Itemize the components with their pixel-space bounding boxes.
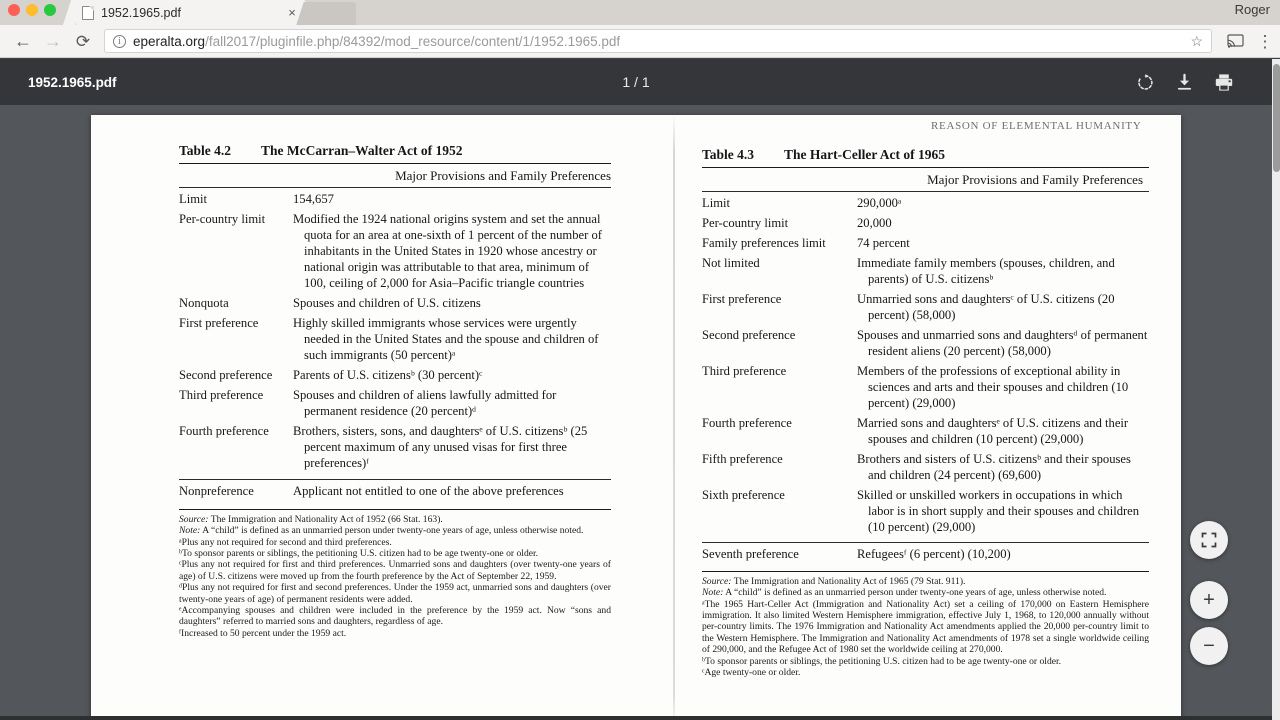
pdf-page (91, 115, 1181, 720)
pdf-filename: 1952.1965.pdf (28, 74, 117, 90)
bookmark-star-icon[interactable]: ☆ (1190, 32, 1203, 49)
table-row (702, 543, 1149, 563)
running-head: REASON OF ELEMENTAL HUMANITY (931, 120, 1142, 132)
pdf-toolbar (0, 59, 1272, 105)
row-value: Spouses and unmarried sons and daughtersᵈ of permanent resident aliens (20 percent) (58,000) (857, 327, 1148, 358)
reload-icon[interactable]: ⟳ (75, 31, 91, 51)
note-line: ᵈPlus any not required for first and second preferences. Under the 1959 act, unmarried sons and daughters (over twenty-one years of age) of permanent residents were added. (179, 582, 611, 605)
table-row (702, 212, 1149, 232)
minimize-window-button[interactable] (26, 4, 38, 16)
table-row (179, 384, 611, 420)
row-label: Per-country limit (702, 215, 789, 230)
row-value: Immediate family members (spouses, children, and parents) of U.S. citizensᵇ (857, 255, 1115, 286)
book-gutter (673, 115, 675, 720)
note-line: ᵇTo sponsor parents or siblings, the petitioning U.S. citizen had to be age twenty-one or older. (179, 547, 539, 559)
table-notes (179, 514, 611, 639)
table-row (179, 208, 611, 292)
table-title: The Hart-Celler Act of 1965 (784, 147, 945, 162)
row-value: Parents of U.S. citizensᵇ (30 percent)ᶜ (293, 367, 483, 382)
fit-to-page-icon (1201, 532, 1217, 548)
table-title: The McCarran–Walter Act of 1952 (261, 143, 463, 158)
pdf-toolbar-actions (1136, 73, 1272, 92)
forward-icon[interactable]: → (44, 31, 62, 51)
page-info-icon[interactable]: i (113, 35, 126, 48)
note-line: ᵉAccompanying spouses and children were included in the preference by the 1959 act. Now “sons and daughters” referred to married sons and daughters, regardless of age. (179, 604, 611, 628)
row-label: Family preferences limit (702, 235, 826, 250)
row-label: Nonquota (179, 295, 229, 310)
row-value: Refugeesᶠ (6 percent) (10,200) (857, 546, 1011, 561)
note-line: ᵃThe 1965 Hart-Celler Act (Immigration and Nationality Act) set a ceiling of 170,000 on Eastern Hemisphere immigration. It also limited Western Hemisphere immigration, effective July 1, 1968, to 120,000 annually without per-country limits. The 1976 Immigration and Nationality Act amendments applied the 20,000 per-country limit to the Western Hemisphere. The Immigration and Nationality Act amendments of 1978 set a single worldwide ceiling of 290,000, and the Refugee Act of 1980 set the worldwide ceiling at 270,000. (702, 598, 1149, 656)
rule (702, 571, 1149, 572)
table-row (179, 420, 611, 472)
cast-icon[interactable] (1220, 26, 1250, 56)
table-row (702, 324, 1149, 360)
table-row (702, 252, 1149, 288)
table-row (702, 448, 1149, 484)
row-value: Unmarried sons and daughtersᶜ of U.S. citizens (20 percent) (58,000) (857, 291, 1115, 322)
document-icon (82, 6, 94, 20)
row-value: Brothers and sisters of U.S. citizensᵇ and their spouses and children (24 percent) (69,600) (857, 451, 1131, 482)
address-bar[interactable] (104, 29, 1212, 53)
minus-icon: − (1203, 635, 1215, 657)
table-rows (702, 192, 1149, 572)
row-value: Applicant not entitled to one of the above preferences (293, 483, 564, 498)
viewer-bottom-edge (0, 716, 1272, 720)
zoom-out-button[interactable] (1190, 627, 1228, 665)
table-row (702, 484, 1149, 536)
row-label: Sixth preference (702, 487, 785, 502)
note-line: ᵃPlus any not required for second and third preferences. (179, 536, 392, 548)
row-value: Highly skilled immigrants whose services were urgently needed in the United States and the spouse and children of such immigrants (50 percent)ᵃ (293, 315, 599, 362)
table-row (179, 364, 611, 384)
row-value: 290,000ᵃ (857, 196, 902, 210)
pdf-page-area[interactable] (0, 105, 1272, 720)
row-value: Members of the professions of exceptional ability in sciences and arts and their spouses and children (10 percent) (29,000) (857, 363, 1129, 410)
row-label: Fourth preference (702, 415, 792, 430)
row-label: First preference (179, 315, 259, 330)
window-controls (8, 4, 56, 16)
download-icon[interactable] (1175, 73, 1194, 92)
table-caption (702, 147, 1149, 163)
table-4-3 (702, 147, 1149, 678)
note-line: Note: A “child” is defined as an unmarried person under twenty-one years of age, unless otherwise noted. (702, 587, 1107, 599)
row-label: Second preference (702, 327, 796, 342)
row-label: First preference (702, 291, 782, 306)
note-line: Source: The Immigration and Nationality Act of 1952 (66 Stat. 163). (179, 513, 443, 525)
row-value: Brothers, sisters, sons, and daughtersᵉ of U.S. citizensᵇ (25 percent maximum of any unused visas for first three preferences)ᶠ (293, 423, 588, 470)
row-value: 74 percent (857, 235, 910, 250)
close-window-button[interactable] (8, 4, 20, 16)
back-icon[interactable]: ← (14, 31, 32, 51)
row-label: Nonpreference (179, 483, 254, 498)
row-label: Per-country limit (179, 211, 266, 226)
three-dots-icon: ⋮ (1256, 31, 1274, 51)
rotate-icon[interactable] (1136, 73, 1155, 92)
chrome-menu-button[interactable] (1250, 26, 1280, 56)
note-line: ᶠIncreased to 50 percent under the 1959 act. (179, 627, 347, 639)
fit-to-page-button[interactable] (1190, 521, 1228, 559)
table-row (179, 188, 611, 208)
table-row (179, 480, 611, 500)
table-row (179, 312, 611, 364)
close-icon[interactable]: × (288, 5, 296, 20)
row-label: Limit (179, 192, 207, 206)
row-value: Modified the 1924 national origins system and set the annual quota for an area at one-sixth of 1 percent of the number of inhabitants in the United States in 1920 whose ancestry or national origin was attributable to that area, minimum of 100, ceiling of 2,000 for Asia–Pacific triangle countries (293, 211, 602, 290)
table-rows (179, 188, 611, 510)
row-value: Married sons and daughtersᵉ of U.S. citizens and their spouses and children (10 percent) (29,000) (857, 415, 1129, 446)
table-subhead: Major Provisions and Family Preferences (927, 172, 1143, 187)
plus-icon: + (1203, 589, 1215, 611)
table-number: Table 4.2 (179, 143, 232, 158)
new-tab-button[interactable] (308, 2, 356, 25)
zoom-in-button[interactable] (1190, 581, 1228, 619)
table-row (702, 412, 1149, 448)
row-value: Skilled or unskilled workers in occupations in which labor is in short supply and their spouses and children (10 percent) (29,000) (857, 487, 1140, 534)
row-label: Second preference (179, 367, 273, 382)
table-4-2 (179, 143, 611, 639)
table-row (702, 360, 1149, 412)
url-text (133, 34, 620, 49)
row-value: Spouses and children of U.S. citizens (293, 295, 481, 310)
row-label: Limit (702, 196, 730, 210)
table-subhead: Major Provisions and Family Preferences (395, 168, 611, 183)
table-caption (179, 143, 611, 159)
row-label: Third preference (179, 387, 264, 402)
row-label: Not limited (702, 255, 760, 270)
table-row (702, 232, 1149, 252)
row-value: 20,000 (857, 215, 892, 230)
row-label: Third preference (702, 363, 787, 378)
table-row (702, 288, 1149, 324)
row-value: 154,657 (293, 192, 334, 206)
row-label: Fourth preference (179, 423, 269, 438)
row-label: Seventh preference (702, 546, 799, 561)
page-indicator: 1 / 1 (622, 74, 650, 90)
note-line: Note: A “child” is defined as an unmarried person under twenty-one years of age, unless otherwise noted. (179, 525, 584, 537)
table-notes (702, 576, 1149, 679)
url-host: eperalta.org (133, 33, 206, 49)
profile-name[interactable]: Roger (1234, 2, 1270, 17)
scrollbar-thumb[interactable] (1273, 64, 1280, 172)
print-icon[interactable] (1214, 73, 1234, 92)
row-value: Spouses and children of aliens lawfully admitted for permanent residence (20 percent)ᵈ (293, 387, 557, 418)
note-line: ᶜPlus any not required for first and third preferences. Unmarried sons and daughters (over twenty-one years of age) of U.S. citizens were moved up from the fourth preference by the Act of September 22, 1959. (179, 559, 611, 582)
tab-title: 1952.1965.pdf (101, 5, 181, 20)
browser-tab[interactable] (76, 0, 306, 25)
table-row (702, 192, 1149, 212)
page-scrollbar[interactable] (1272, 59, 1280, 720)
maximize-window-button[interactable] (44, 4, 56, 16)
note-line: Source: The Immigration and Nationality Act of 1965 (79 Stat. 911). (702, 575, 966, 587)
rule (179, 509, 611, 510)
browser-toolbar (0, 25, 1280, 58)
table-row (179, 292, 611, 312)
note-line: ᵇTo sponsor parents or siblings, the petitioning U.S. citizen had to be age twenty-one or older. (702, 655, 1062, 667)
note-line: ᶜAge twenty-one or older. (702, 666, 801, 678)
row-label: Fifth preference (702, 451, 783, 466)
tab-strip (0, 0, 1280, 25)
url-path: /fall2017/pluginfile.php/84392/mod_resource/content/1/1952.1965.pdf (205, 33, 621, 49)
table-number: Table 4.3 (702, 147, 755, 162)
